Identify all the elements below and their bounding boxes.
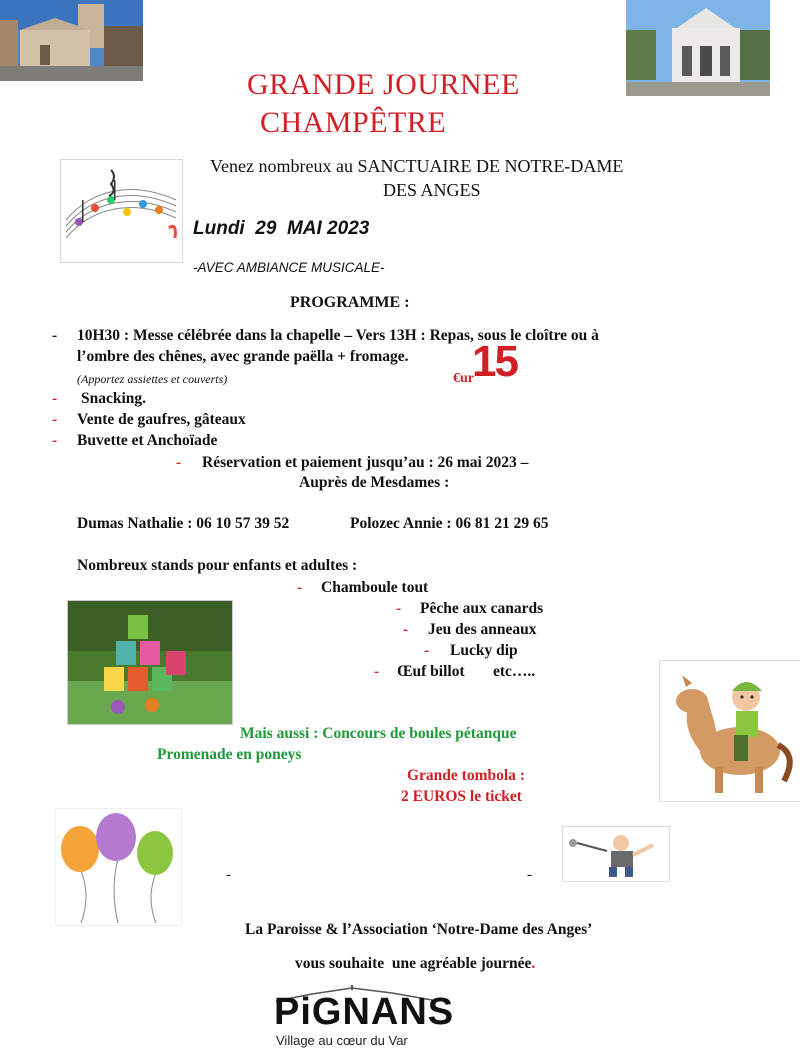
programme-bullet-3: - [52, 411, 58, 428]
extras-line-2: Promenade en poneys [157, 746, 302, 763]
stand-bullet-1: - [297, 579, 303, 596]
programme-bullet-1: - [52, 327, 58, 344]
chapel-photo-right [626, 0, 770, 96]
programme-item-3: Vente de gaufres, gâteaux [77, 411, 246, 428]
reservation-bullet: - [176, 454, 182, 471]
contact-1: Dumas Nathalie : 06 10 57 39 52 [77, 515, 290, 532]
chamboule-tout-photo [67, 600, 233, 725]
stand-item-2: Pêche aux canards [420, 600, 544, 617]
spacer-dash-right: - [527, 867, 532, 883]
logo-tagline: Village au cœur du Var [276, 1033, 408, 1048]
stand-bullet-5: - [374, 663, 380, 680]
spacer-dash-left: - [226, 867, 231, 883]
closing-line-2-period: . [531, 955, 536, 972]
closing-line-2 [295, 955, 535, 973]
closing-line-2-text: vous souhaite une agréable journée [295, 955, 532, 972]
petanque-player-illustration [562, 826, 670, 882]
programme-item-4: Buvette et Anchoïade [77, 432, 218, 449]
programme-bullet-2: - [52, 390, 58, 407]
church-photo-left [0, 0, 143, 81]
programme-item-2: Snacking. [81, 390, 147, 407]
stand-bullet-2: - [396, 600, 402, 617]
reservation-line-2: Auprès de Mesdames : [299, 474, 450, 491]
stand-item-6: etc….. [493, 663, 536, 680]
stand-bullet-4: - [424, 642, 430, 659]
tombola-line-2: 2 EUROS le ticket [401, 788, 522, 805]
stand-item-1: Chamboule tout [321, 579, 429, 596]
stand-bullet-3: - [403, 621, 409, 638]
music-notes-image [60, 159, 183, 263]
programme-note: (Apportez assiettes et couverts) [77, 372, 228, 386]
extras-line-1: Mais aussi : Concours de boules pétanque [240, 725, 517, 742]
programme-item-1-line-2: l’ombre des chênes, avec grande paëlla + fromage. [77, 348, 409, 365]
stand-item-4: Lucky dip [450, 642, 518, 659]
stand-item-3: Jeu des anneaux [428, 621, 537, 638]
programme-bullet-4: - [52, 432, 58, 449]
pony-rider-illustration [659, 660, 800, 802]
programme-heading: PROGRAMME : [290, 294, 410, 311]
reservation-line-1: Réservation et paiement jusqu’au : 26 mai 2023 – [202, 454, 529, 471]
closing-line-1: La Paroisse & l’Association ‘Notre-Dame des Anges’ [245, 921, 593, 938]
title-line-1: GRANDE JOURNEE [247, 68, 520, 101]
intro-line-1: Venez nombreux au SANCTUAIRE DE NOTRE-DAME [210, 156, 624, 176]
programme-item-1-line-1: 10H30 : Messe célébrée dans la chapelle – Vers 13H : Repas, sous le cloître ou à [77, 327, 599, 344]
logo-name: PiGNANS [274, 991, 455, 1033]
pignans-logo [272, 985, 455, 1055]
stands-heading: Nombreux stands pour enfants et adultes : [77, 557, 358, 574]
ambiance-text: -AVEC AMBIANCE MUSICALE- [193, 260, 385, 275]
balloons-illustration [55, 808, 182, 926]
price-currency: €ur [453, 371, 474, 386]
tombola-line-1: Grande tombola : [407, 767, 525, 784]
contact-2: Polozec Annie : 06 81 21 29 65 [350, 515, 549, 532]
intro-line-2: DES ANGES [383, 180, 481, 200]
event-date: Lundi 29 MAI 2023 [193, 218, 370, 239]
title-line-2: CHAMPÊTRE [260, 106, 447, 139]
price-value: 15 [472, 337, 517, 386]
stand-item-5: Œuf billot [397, 663, 465, 680]
